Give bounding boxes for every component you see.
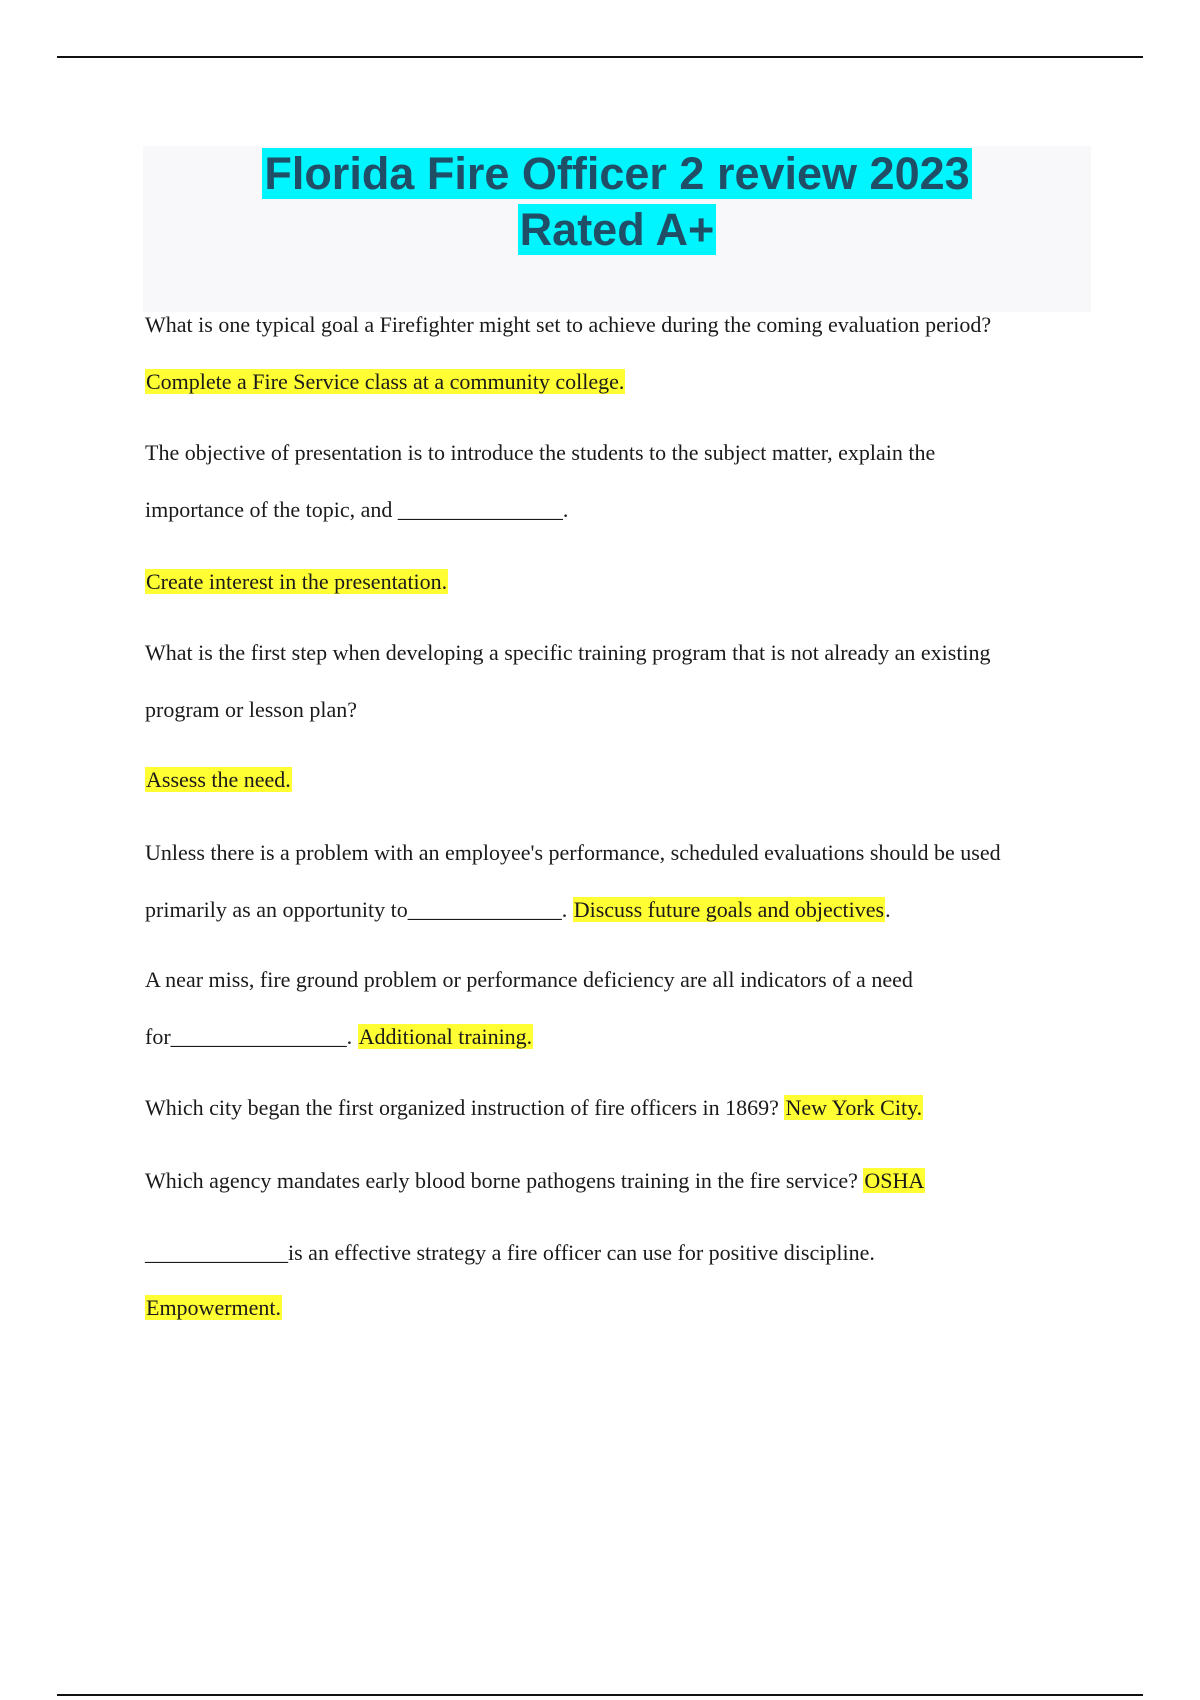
answer-6: New York City.: [785, 1095, 923, 1120]
answer-highlight: Complete a Fire Service class at a community college.: [146, 369, 625, 394]
question-2-line-2: importance of the topic, and _______________.: [145, 497, 569, 522]
answer-1: [145, 367, 625, 397]
top-rule: [57, 56, 1143, 58]
title-line-2: Rated A+: [519, 204, 715, 255]
answer-7: OSHA: [864, 1168, 925, 1193]
question-6: Which city began the first organized instruction of fire officers in 1869? New York City.: [145, 1095, 923, 1120]
title-line-1: Florida Fire Officer 2 review 2023: [264, 148, 970, 199]
answer-highlight: Assess the need.: [146, 767, 291, 792]
answer-8: [145, 1293, 282, 1323]
question-3-line-2: program or lesson plan?: [145, 697, 357, 722]
page-title: [143, 146, 1091, 258]
bottom-rule: [57, 1694, 1143, 1696]
question-7: Which agency mandates early blood borne pathogens training in the fire service? OSHA: [145, 1168, 925, 1193]
question-4-line-2: primarily as an opportunity to______________. Discuss future goals and objectives.: [145, 897, 891, 922]
answer-5: Additional training.: [358, 1024, 533, 1049]
question-8: _____________is an effective strategy a fire officer can use for positive discipline.: [145, 1240, 875, 1265]
answer-4: Discuss future goals and objectives: [573, 897, 885, 922]
answer-highlight: Create interest in the presentation.: [146, 569, 448, 594]
question-2-line-1: The objective of presentation is to introduce the students to the subject matter, explain the: [145, 440, 936, 465]
question-4-line-1: Unless there is a problem with an employee's performance, scheduled evaluations should be used: [145, 840, 1001, 865]
question-5-line-1: A near miss, fire ground problem or performance deficiency are all indicators of a need: [145, 967, 913, 992]
answer-3: [145, 765, 292, 795]
answer-highlight: Empowerment.: [146, 1295, 282, 1320]
answer-2: [145, 567, 448, 597]
question-5-line-2: for________________. Additional training.: [145, 1024, 533, 1049]
question-1: What is one typical goal a Firefighter might set to achieve during the coming evaluation period?: [145, 312, 992, 337]
question-3-line-1: What is the first step when developing a specific training program that is not already an existing: [145, 640, 991, 665]
